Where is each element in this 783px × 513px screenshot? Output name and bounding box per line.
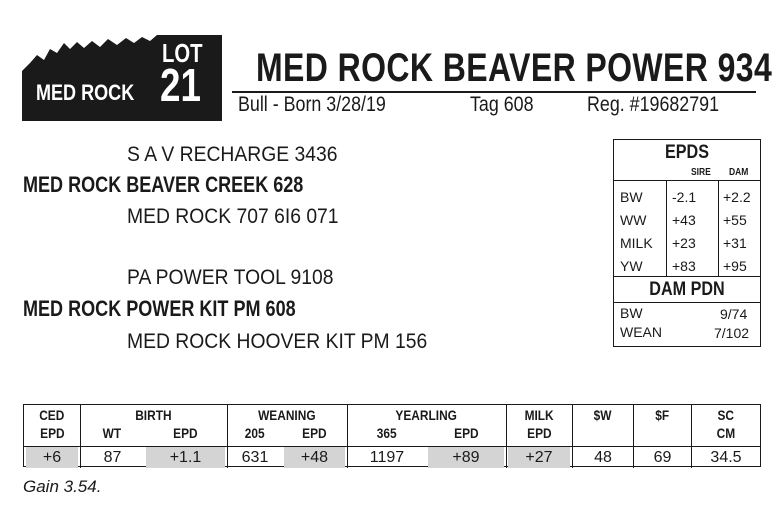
col-wean-205: 205 — [244, 425, 265, 441]
value-ced-epd: +6 — [26, 447, 78, 468]
tag-number: Tag 608 — [470, 93, 534, 116]
col-sw: $W — [593, 407, 612, 423]
animal-name: MED ROCK BEAVER POWER 934 — [256, 46, 773, 90]
value-birth-epd: +1.1 — [146, 447, 225, 468]
performance-table — [23, 404, 761, 467]
col-sc-cm: CM — [716, 425, 736, 441]
epd-sire-value: +23 — [672, 235, 696, 251]
col-year-365: 365 — [376, 425, 397, 441]
epd-trait: WW — [620, 212, 647, 228]
pdn-value: 7/102 — [714, 325, 750, 341]
dam-pdn-title: DAM PDN — [649, 279, 725, 300]
group-weaning: WEANING — [258, 407, 316, 423]
dam-sire: PA POWER TOOL 9108 — [127, 266, 334, 289]
value-sw: 48 — [594, 449, 612, 466]
registration-number: Reg. #19682791 — [587, 93, 720, 116]
epds-dam-label: DAM — [729, 167, 749, 178]
pdn-trait: BW — [620, 305, 643, 321]
epd-sire-value: +43 — [672, 212, 696, 228]
epd-trait: MILK — [620, 235, 653, 251]
lot-label: LOT — [162, 38, 203, 68]
value-wean-epd: +48 — [284, 447, 345, 468]
sire: MED ROCK BEAVER CREEK 628 — [23, 172, 304, 197]
value-sc-cm: 34.5 — [710, 449, 742, 466]
epds-sire-label: SIRE — [691, 167, 711, 178]
value-year-365: 1197 — [369, 449, 405, 466]
sex-born-date: Bull - Born 3/28/19 — [238, 93, 386, 116]
value-milk-epd: +27 — [508, 447, 570, 468]
epd-dam-value: +55 — [723, 212, 747, 228]
epd-dam-value: +2.2 — [723, 189, 751, 205]
lot-number: 21 — [160, 59, 201, 111]
pdn-title-divider — [614, 302, 760, 303]
pdn-value: 9/74 — [720, 306, 748, 322]
col-sc: SC — [717, 407, 735, 423]
col-sf: $F — [655, 407, 669, 423]
epd-dam-value: +31 — [723, 235, 747, 251]
col-milk: MILK — [524, 407, 554, 423]
dam: MED ROCK POWER KIT PM 608 — [23, 296, 296, 321]
col-milk-epd: EPD — [526, 425, 552, 441]
value-wean-205: 631 — [241, 449, 269, 466]
logo-name: MED ROCK — [36, 80, 135, 105]
col-birth-wt: WT — [102, 425, 122, 441]
sire-dam: MED ROCK 707 6I6 071 — [127, 205, 339, 228]
col-separator — [506, 405, 507, 468]
epd-trait: YW — [620, 258, 643, 274]
col-ced-epd: EPD — [39, 425, 65, 441]
sire-sire: S A V RECHARGE 3436 — [127, 143, 338, 166]
pdn-divider — [614, 276, 760, 277]
col-birth-epd: EPD — [173, 425, 198, 441]
value-sf: 69 — [653, 449, 672, 466]
epd-box — [613, 139, 761, 347]
epd-divider — [614, 180, 760, 181]
epd-dam-value: +95 — [723, 258, 747, 274]
col-ced: CED — [39, 407, 65, 423]
epds-title: EPDS — [665, 142, 709, 163]
epd-col-line-1 — [666, 180, 667, 276]
pdn-trait: WEAN — [620, 324, 662, 340]
epd-sire-value: +83 — [672, 258, 696, 274]
value-year-epd: +89 — [428, 447, 504, 468]
epd-trait: BW — [620, 189, 643, 205]
group-yearling: YEARLING — [395, 407, 458, 423]
epd-sire-value: -2.1 — [672, 189, 697, 205]
col-year-epd: EPD — [453, 425, 479, 441]
group-birth: BIRTH — [135, 407, 172, 423]
epd-col-line-2 — [718, 180, 719, 276]
value-birth-wt: 87 — [103, 449, 122, 466]
gain-note: Gain 3.54. — [23, 477, 102, 496]
dam-dam: MED ROCK HOOVER KIT PM 156 — [127, 330, 428, 353]
col-wean-epd: EPD — [302, 425, 327, 441]
